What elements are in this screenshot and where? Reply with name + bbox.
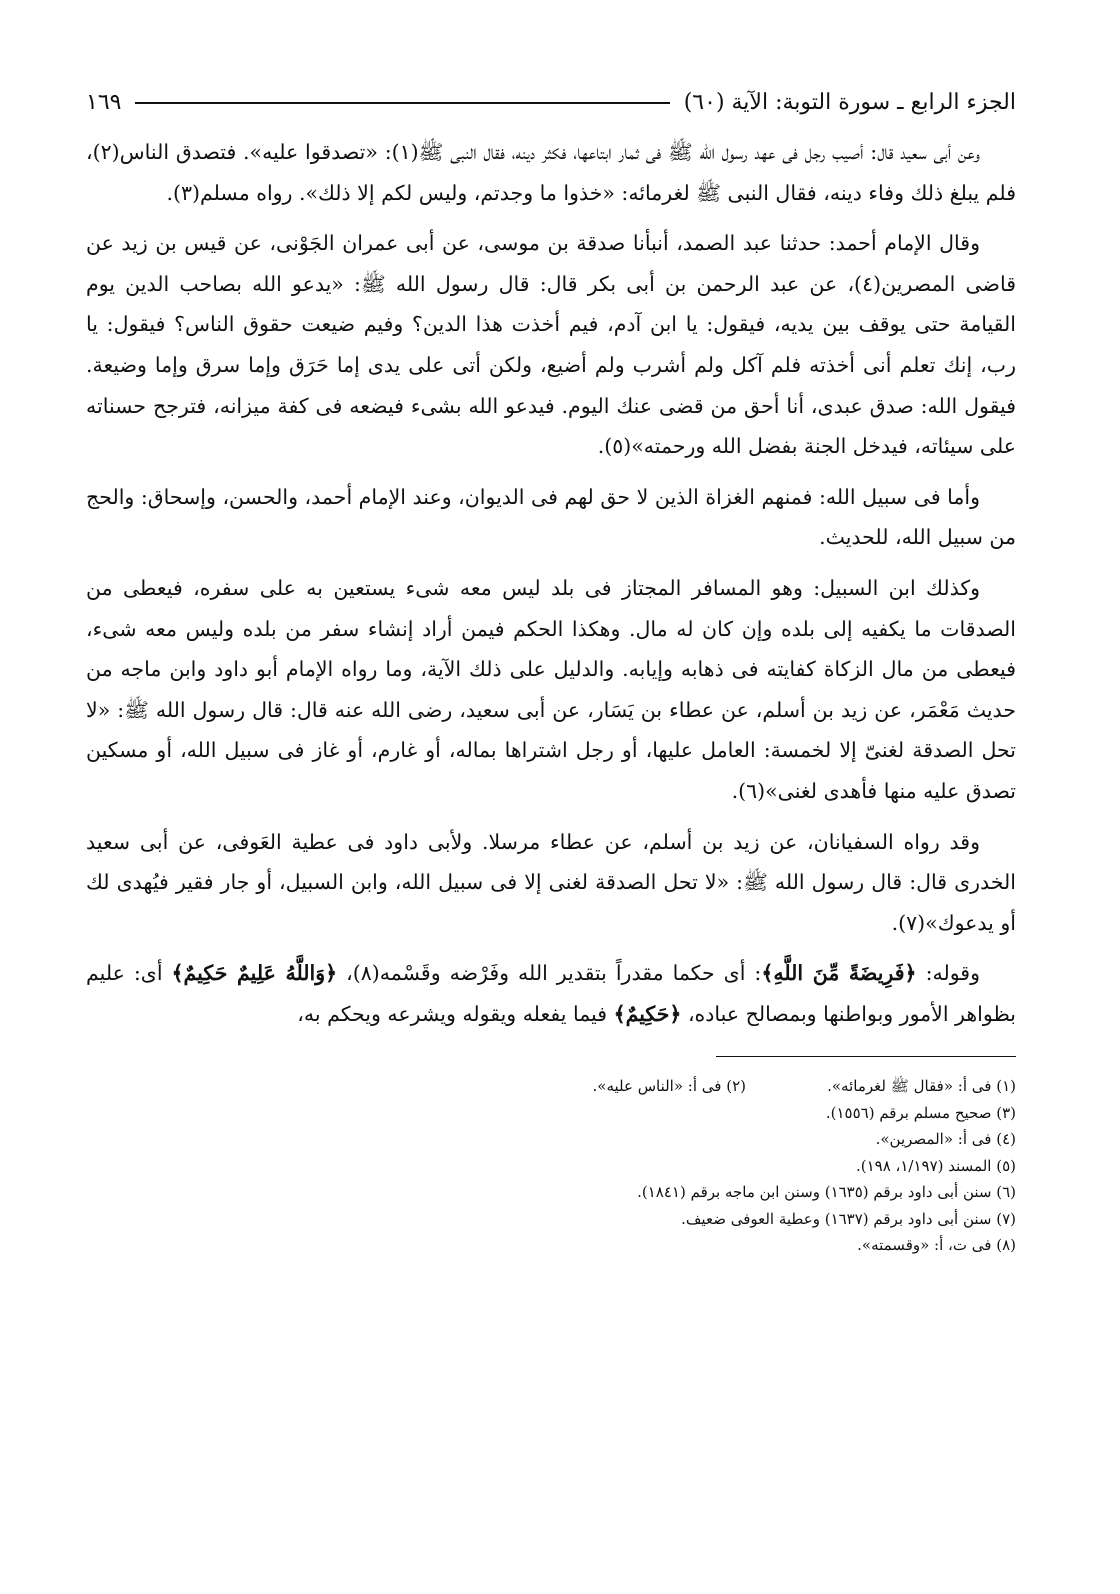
footnotes bbox=[86, 1073, 1016, 1259]
paragraph: وكذلك ابن السبيل: وهو المسافر المجتاز فى بلد ليس معه شىء يستعين به على سفره، فيعطى من الصدقات ما يكفيه إلى بلده وإن كان له مال. وهكذا الحكم فيمن أراد إنشاء سفر من بلده وليس معه شىء، فيعطى من مال الزكاة كفايته فى ذهابه وإيابه. والدليل على ذلك الآية، وما رواه الإمام أبو داود وابن ماجه من حديث مَعْمَر، عن زيد بن أسلم، عن عطاء بن يَسَار، عن أبى سعيد، رضى الله عنه قال: قال رسول الله ﷺ: «لا تحل الصدقة لغنىّ إلا لخمسة: العامل عليها، أو رجل اشتراها بماله، أو غارم، أو غاز فى سبيل الله، أو مسكين تصدق عليه منها فأهدى لغنى»(٦). bbox=[86, 575, 1016, 803]
footnote: (٥) المسند (١/١٩٧، ١٩٨). bbox=[855, 1156, 1016, 1175]
footnote: (٢) فى أ: «الناس عليه». bbox=[592, 1077, 746, 1096]
footnote-row bbox=[86, 1126, 1016, 1153]
footnote: (١) فى أ: «فقال ﷺ لغرمائه». bbox=[827, 1077, 1016, 1096]
header-title: الجزء الرابع ـ سورة التوبة: الآية (٦٠) bbox=[683, 89, 1016, 115]
footnote-rule bbox=[716, 1056, 1016, 1057]
footnote-row bbox=[86, 1073, 1016, 1100]
footnote: (٨) فى ت، أ: «وقسمته». bbox=[857, 1236, 1016, 1255]
page-number: ١٦٩ bbox=[86, 89, 122, 115]
paragraph: وقد رواه السفيانان، عن زيد بن أسلم، عن عطاء مرسلا. ولأبى داود فى عطية العَوفى، عن أبى سعيد الخدرى قال: قال رسول الله ﷺ: «لا تحل الصدقة لغنى إلا فى سبيل الله، وابن السبيل، أو جار فقير فيُهدى لك أو يدعوك»(٧). bbox=[86, 829, 1016, 935]
header-rule bbox=[135, 102, 669, 104]
text-run: : أى حكما مقدراً بتقدير الله وفَرْضه وقَسْمه(٨)، bbox=[337, 961, 762, 986]
footnote: (٣) صحيح مسلم برقم (١٥٥٦). bbox=[825, 1103, 1016, 1122]
quran-quote: ﴿وَاللَّهُ عَلِيمٌ حَكِيمٌ﴾ bbox=[171, 961, 338, 986]
quran-quote: ﴿حَكِيمٌ﴾ bbox=[613, 1001, 682, 1026]
paragraph-last bbox=[86, 953, 1016, 1034]
text-run: أى: عليم بظواهر الأمور وبواطنها وبمصالح عباده، bbox=[86, 961, 1016, 1026]
main-text bbox=[86, 132, 1016, 1034]
footnote-row bbox=[86, 1100, 1016, 1127]
footnote-row bbox=[86, 1206, 1016, 1233]
paragraph: وقال الإمام أحمد: حدثنا عبد الصمد، أنبأنا صدقة بن موسى، عن أبى عمران الجَوْنى، عن قيس بن زيد عن قاضى المصرين(٤)، عن عبد الرحمن بن أبى بكر قال: قال رسول الله ﷺ: «يدعو الله بصاحب الدين يوم القيامة حتى يوقف بين يديه، فيقول: يا ابن آدم، فيم أخذت هذا الدين؟ وفيم ضيعت حقوق الناس؟ فيقول: يا رب، إنك تعلم أنى أخذته فلم آكل ولم أشرب ولم أضيع، ولكن أتى على يدى إما حَرَق وإما سرق وإما وضيعة. فيقول الله: صدق عبدى، أنا أحق من قضى عنك اليوم. فيدعو الله بشىء فيضعه فى كفة ميزانه، فترجح حسناته على سيئاته، فيدخل الجنة بفضل الله ورحمته»(٥). bbox=[86, 231, 1017, 459]
footnote: (٤) فى أ: «المصرين». bbox=[875, 1130, 1016, 1149]
footnote-row bbox=[86, 1153, 1016, 1180]
running-header bbox=[86, 82, 1016, 122]
text-run: فيما يفعله ويقوله ويشرعه ويحكم به، bbox=[297, 1001, 614, 1026]
footnote: (٧) سنن أبى داود برقم (١٦٣٧) وعطية العوفى ضعيف. bbox=[681, 1209, 1016, 1228]
footnote: (٦) سنن أبى داود برقم (١٦٣٥) وسنن ابن ماجه برقم (١٨٤١). bbox=[637, 1183, 1016, 1202]
footnote-row bbox=[86, 1179, 1016, 1206]
paragraph: وأما فى سبيل الله: فمنهم الغزاة الذين لا حق لهم فى الديوان، وعند الإمام أحمد، والحسن، وإسحاق: والحج من سبيل الله، للحديث. bbox=[86, 484, 1016, 550]
text-run: وقوله: bbox=[916, 961, 980, 986]
quran-quote: ﴿فَرِيضَةً مِّنَ اللَّهِ﴾ bbox=[761, 961, 917, 986]
footnote-row bbox=[86, 1232, 1016, 1259]
paragraph: وعن أبى سعيد قال: أصيب رجل فى عهد رسول الله ﷺ فى ثمار ابتاعها، فكثر دينه، فقال النبى ﷺ(١): «تصدقوا عليه». فتصدق الناس(٢)، فلم يبلغ ذلك وفاء دينه، فقال النبى ﷺ لغرمائه: «خذوا ما وجدتم، وليس لكم إلا ذلك». رواه مسلم(٣). bbox=[86, 140, 1016, 205]
